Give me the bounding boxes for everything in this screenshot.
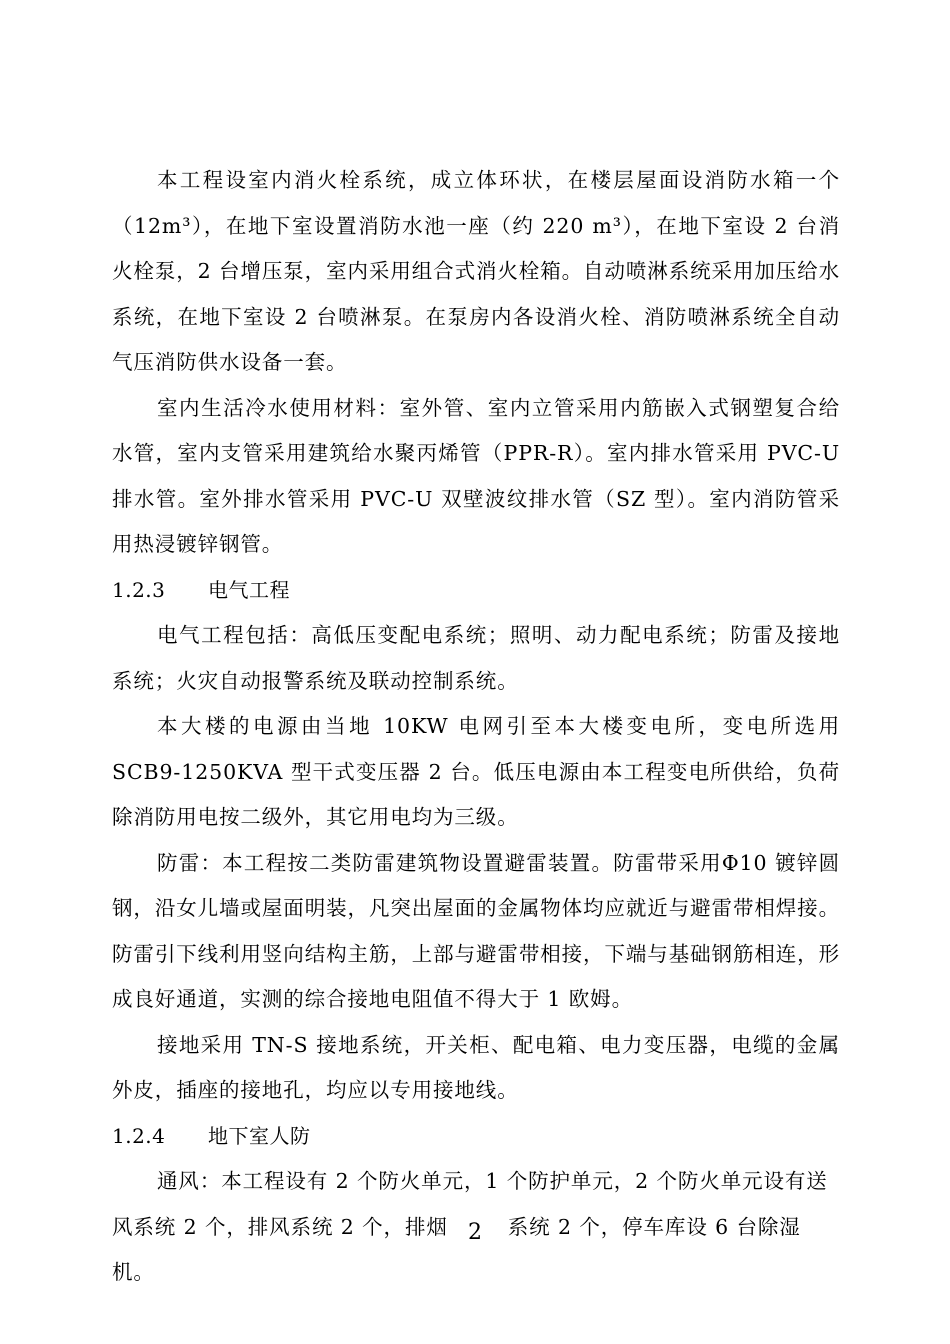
document-body bbox=[112, 158, 840, 1296]
paragraph-lightning-protection: 防雷：本工程按二类防雷建筑物设置避雷装置。防雷带采用Φ10 镀锌圆钢，沿女儿墙或屋面明装，凡突出屋面的金属物体均应就近与避雷带相焊接。防雷引下线利用竖向结构主筋，上部与避雷带相接，下端与基础钢筋相连，形成良好通道，实测的综合接地电阻值不得大于 1 欧姆。 bbox=[112, 850, 840, 1011]
paragraph-fire-hydrant-system: 本工程设室内消火栓系统，成立体环状，在楼层屋面设消防水箱一个（12m³），在地下室设置消防水池一座（约 220 m³），在地下室设 2 台消火栓泵，2 台增压泵，室内采用组合式消火栓箱。自动喷淋系统采用加压给水系统，在地下室设 2 台喷淋泵。在泵房内各设消火栓、消防喷淋系统全自动气压消防供水设备一套。 bbox=[112, 168, 840, 374]
section-title: 电气工程 bbox=[208, 577, 290, 602]
section-number: 1.2.3 bbox=[112, 577, 166, 602]
section-heading-basement-civil-defense bbox=[112, 1114, 840, 1160]
page-number: 2 bbox=[468, 1220, 482, 1245]
ventilation-text-part1: 通风：本工程设有 2 个防火单元，1 个防护单元，2 个防火单元设有送风系统 2 个，排风系统 2 个，排烟 bbox=[112, 1169, 828, 1239]
paragraph-electrical-scope: 电气工程包括：高低压变配电系统；照明、动力配电系统；防雷及接地系统；火灾自动报警系统及联动控制系统。 bbox=[112, 623, 840, 693]
paragraph-grounding: 接地采用 TN-S 接地系统，开关柜、配电箱、电力变压器，电缆的金属外皮，插座的接地孔，均应以专用接地线。 bbox=[112, 1032, 840, 1102]
paragraph-plumbing-materials: 室内生活冷水使用材料：室外管、室内立管采用内筋嵌入式钢塑复合给水管，室内支管采用建筑给水聚丙烯管（PPR-R）。室内排水管采用 PVC-U 排水管。室外排水管采用 PVC-U 双壁波纹排水管（SZ 型）。室内消防管采用热浸镀锌钢管。 bbox=[112, 395, 840, 556]
section-number: 1.2.4 bbox=[112, 1123, 166, 1148]
ventilation-text-part2: 系统 2 个，停车库设 6 台除湿机。 bbox=[112, 1214, 801, 1284]
paragraph-power-supply: 本大楼的电源由当地 10KW 电网引至本大楼变电所，变电所选用 SCB9-1250KVA 型干式变压器 2 台。低压电源由本工程变电所供给，负荷除消防用电按二级外，其它用电均为三级。 bbox=[112, 714, 840, 829]
section-heading-electrical bbox=[112, 568, 840, 614]
section-title: 地下室人防 bbox=[208, 1123, 311, 1148]
